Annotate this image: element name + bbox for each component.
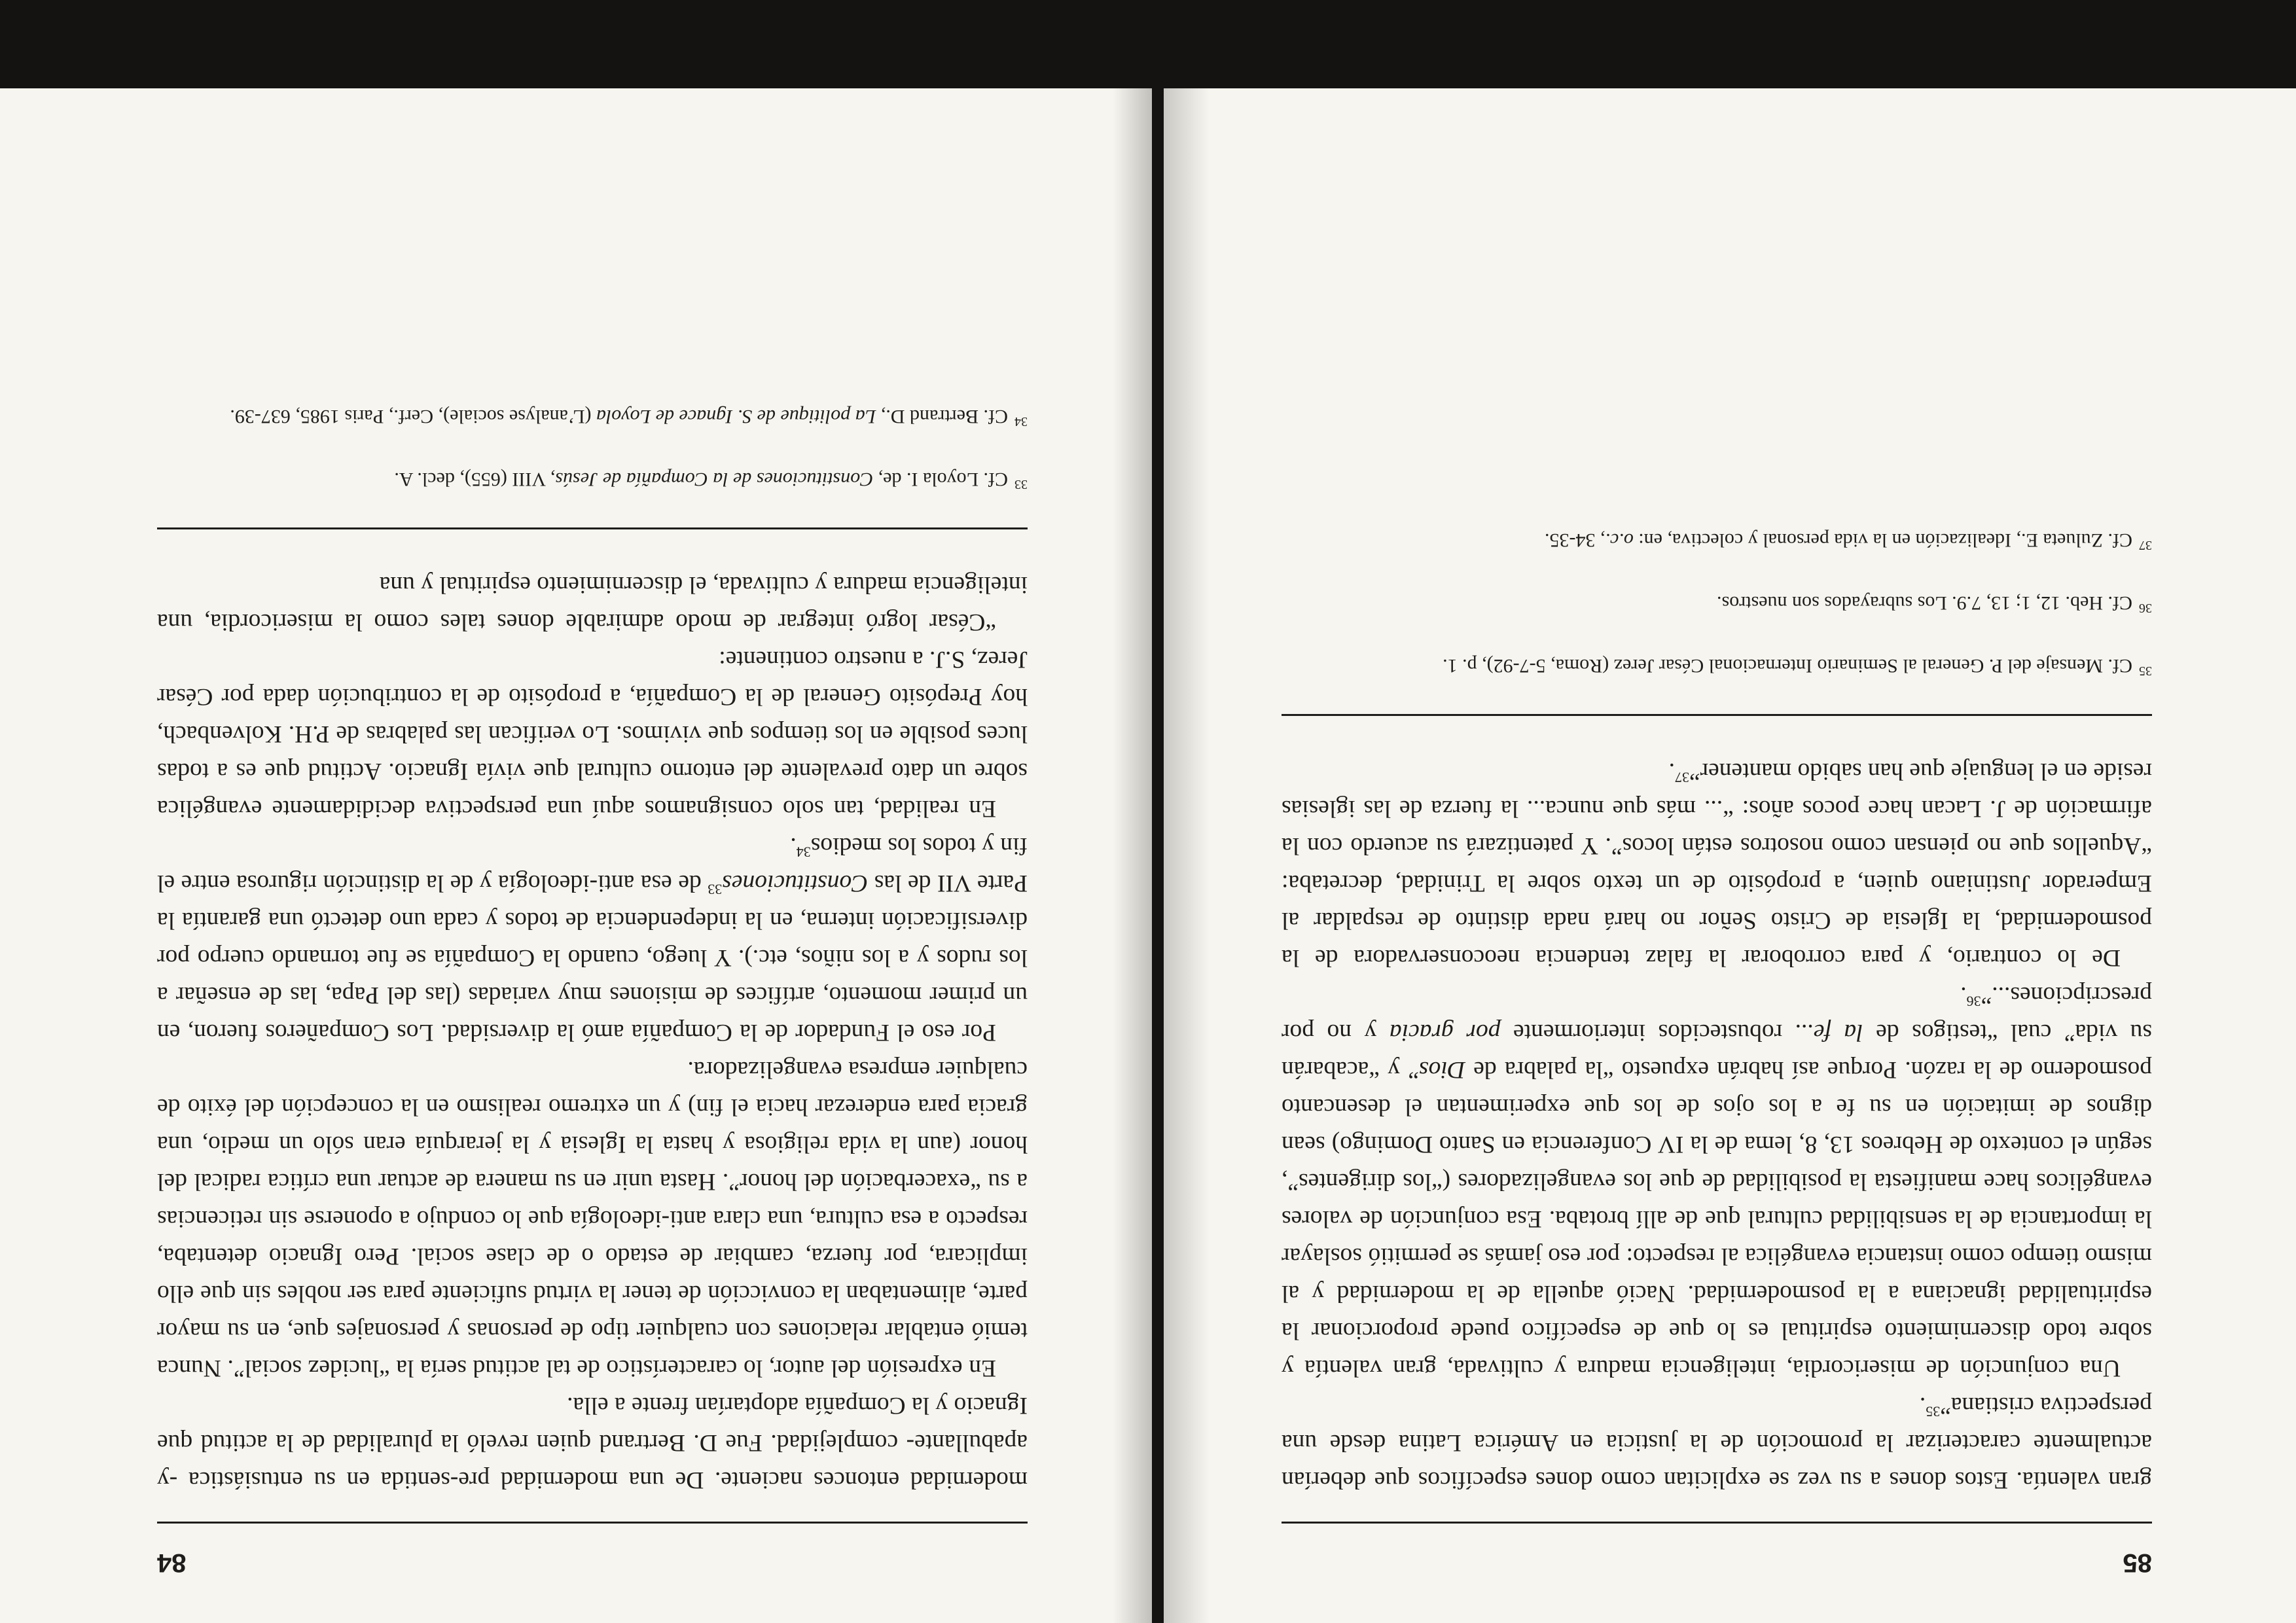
footnote-number: 36: [2139, 601, 2152, 615]
footnote-number: 33: [1014, 477, 1028, 491]
paragraph-text: gran valentía. Estos dones a su vez se explicitan como dones específicos que deberían actualmente caracterizar la promoción de la justicia en América Latina desde una perspectiva cristiana”: [1282, 1392, 2152, 1493]
paragraph-text: ” y “acabarán su vida” cual “testigos de: [1282, 1019, 2152, 1083]
footnote: [1282, 649, 2152, 683]
footnote-text: , VIII (655), decl. A.: [394, 469, 556, 490]
footnote-number: 35: [2139, 664, 2152, 678]
punctuation: .: [1919, 1392, 1926, 1419]
paragraph: [157, 827, 1028, 1051]
footnote-separator: [1282, 714, 2152, 716]
paragraph: [1282, 753, 2152, 976]
italic-text: Constituciones: [722, 870, 869, 897]
paragraph: [1282, 976, 2152, 1387]
page-header: [157, 1522, 1028, 1610]
footnote-ref: 36: [1966, 993, 1981, 1010]
footnote-number: 34: [1014, 414, 1028, 429]
page-number: 84: [157, 1548, 187, 1577]
punctuation: .: [790, 832, 797, 859]
footnote-title: Constituciones de la Compañía de Jesús: [555, 469, 874, 490]
footnote-ref: 34: [796, 844, 811, 861]
paragraph: [1282, 1387, 2152, 1499]
page-body: [1282, 494, 2152, 1499]
page-85: [1164, 88, 2296, 1623]
footnote: [157, 462, 1028, 496]
italic-text: la fe: [1813, 1019, 1863, 1046]
footnote-text: Cf. Heb. 12, 1; 13, 7.9. Los subrayados son nuestros.: [1717, 592, 2132, 614]
punctuation: .: [1960, 982, 1967, 1008]
footnote: [1282, 523, 2152, 557]
gutter-shadow: [1113, 88, 1152, 1623]
italic-text: Dios: [1418, 1056, 1465, 1083]
page-body: [157, 370, 1028, 1499]
footnote: [1282, 586, 2152, 620]
footnote-title: o.c.: [1605, 529, 1634, 551]
gutter-shadow: [1164, 88, 1210, 1623]
footnotes: [157, 399, 1028, 496]
footnote-ref: 37: [1675, 769, 1689, 786]
footnote-separator: [157, 527, 1028, 529]
quote-paragraph: “César logró integrar de modo admirable dones tales como la misericordia, una inteligencia madura y cultivada, el discernimiento espiritual y una: [157, 571, 1028, 635]
page-number: 85: [2123, 1548, 2152, 1577]
page-84: [0, 88, 1152, 1623]
paragraph-text: y no por prescripciones...”: [1281, 982, 2152, 1046]
paragraph: En expresión del autor, lo característico de tal actitud sería la “lucidez social”. Nunca temió entablar relaciones con cualquier tipo de personas y personajes que, en su mayor parte, alimentaban la convicción de tener la virtud suficiente para ser nobles sin que ello implicara, por fuerza, cambiar de estado o de clase social. Pero Ignacio detentaba, respecto a esa cultura, una clara anti-ideología que lo condujo a oponerse sin reticencias a su “exacerbación del honor”. Hasta unir en su manera de actuar una crítica radical del honor (aun la vida religiosa y hasta la Iglesia y la jerarquía eran sólo un medio, una gracia para enderezar hacia el fin) y un extremo realismo en la concepción del éxito de cualquier empresa evangelizadora.: [157, 1056, 1028, 1382]
paragraph-text: Por eso el Fundador de la Compañía amó la diversidad. Los Compañeros fueron, en un primer momento, artífices de misiones muy variadas (las del Papa, las de enseñar a los rudos y a los niños, etc.). Y luego, cuando la Compañía se fue tornando cuerpo por diversificación interna, en la independencia de todos y cada uno detectó una garantía la Parte VII de las: [157, 870, 1028, 1046]
footnote-text: Cf. Zulueta E., Idealización en la vida personal y colectiva, en:: [1633, 529, 2132, 551]
footnote-number: 37: [2139, 538, 2152, 552]
footnote: [157, 399, 1028, 433]
footnote-text: Cf. Mensaje del P. General al Seminario Internacional César Jerez (Roma, 5-7-92), p. 1.: [1443, 655, 2132, 677]
punctuation: .: [1668, 758, 1675, 785]
footnotes: [1282, 523, 2152, 683]
paragraph-text: ... robustecidos interiormente: [1500, 1019, 1814, 1046]
paragraph-text: De lo contrario, y para corroborar la falaz tendencia neoconservadora de la posmodernidad, la Iglesia de Cristo Señor no hará nada distinto de respaldar al Emperador Justiniano quien, a propósito de un texto sobre la Trinidad, decretaba: “Aquellos que no piensan como nosotros están locos”. Y patentizará su acuerdo con la afirmación de J. Lacan hace pocos años: “... más que nunca... la fuerza de las iglesias reside en el lenguaje que han sabido mantener”: [1282, 758, 2152, 971]
footnote-text: Cf. Bertrand D.,: [876, 406, 1008, 427]
footnote-text: , 34-35.: [1544, 529, 1605, 551]
italic-text: por gracia: [1389, 1019, 1501, 1046]
page-header: [1282, 1522, 2152, 1610]
footnote-text: (L’analyse sociale), Cerf., Paris 1985, 637-39.: [230, 406, 596, 427]
footnote-ref: 35: [1926, 1403, 1941, 1420]
footnote-title: La politique de S. Ignace de Loyola: [596, 406, 876, 427]
paragraph-text: Una conjunción de misericordia, inteligencia madura y cultivada, gran valentía y sobre todo discernimiento espiritual es lo que de específico puede proporcionar la espiritualidad ignaciana a la posmodernidad. Nació aquella de la modernidad y al mismo tiempo como instancia evangélica al respecto: por eso jamás se permitió soslayar la importancia de la sensibilidad cultural que de allí brotaba. Esa conjunción de valores evangélicos hace manifiesta la posibilidad de que los evangelizadores (“los dirigentes”, según el contexto de Hebreos 13, 8, lema de la IV Conferencia en Santo Domingo) sean dignos de imitación en su fe a los ojos de los que experimentan el desencanto posmoderno de la razón. Porque así habrán expuesto “la palabra de: [1282, 1056, 2152, 1382]
footnote-ref: 33: [708, 881, 723, 898]
paragraph-text: de esa anti-ideología y de la distinción rigurosa entre el fin y todos los medios: [157, 832, 1028, 897]
paragraph: En realidad, tan solo consignamos aquí una perspectiva decididamente evangélica sobre un dato prevalente del entorno cultural que vivía Ignacio. Actitud que es a todas luces posible en los tiempos que vivimos. Lo verifican las palabras de P.H. Kolvenbach, hoy Prepósito General de la Compañía, a propósito de la contribución dada por César Jerez, S.J. a nuestro continente:: [157, 646, 1028, 822]
footnote-text: Cf. Loyola I. de,: [873, 469, 1008, 490]
paragraph: modernidad entonces naciente. De una modernidad pre-sentida en su entusiástica -y apabullante- complejidad. Fue D. Bertrand quien reveló la pluralidad de la actitud que Ignacio y la Compañía adoptarían frente a ella.: [157, 1392, 1028, 1493]
